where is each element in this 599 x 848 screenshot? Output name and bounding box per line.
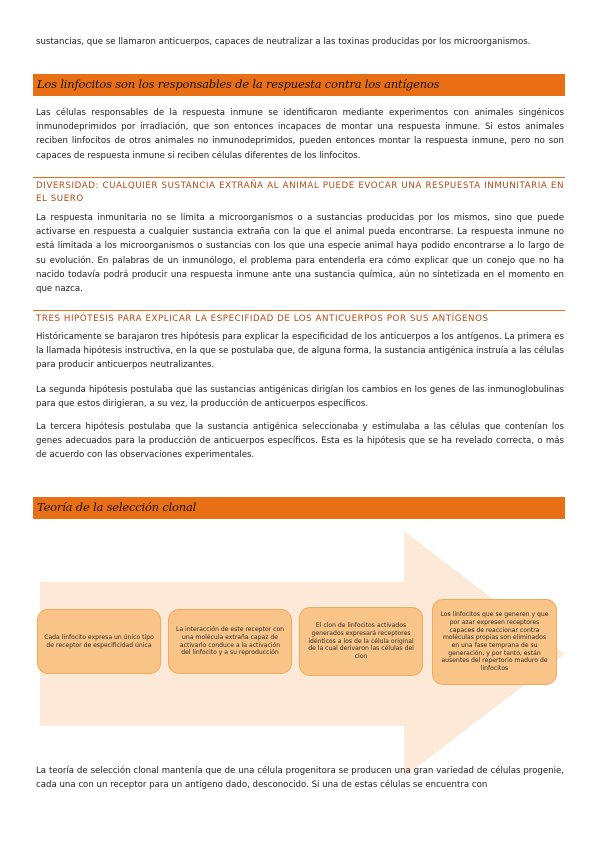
paragraph-hypotheses-3: La tercera hipótesis postulaba que la sustancia antigénica seleccionaba y estimulaba a las células que contenían los genes adecuados para la producción de anticuerpos específicos. Esta es la hipótesis que se ha revelado correcta, o más de acuerdo con las observaciones experimentales. xyxy=(36,422,564,461)
paragraph-lymphocytes: Las células responsables de la respuesta inmune se identificaron mediante experimentos con animales singénicos inmunodeprimidos por irradiación, que son entonces incapaces de montar una respuesta inmune. Si estos animales reciben linfocitos de otros animales no inmunodeprimidos, pueden entonces montar la respuesta inmune, pero no son capaces de respuesta inmune si reciben células diferentes de los linfocitos. xyxy=(36,108,564,161)
diagram-step-text: El clon de linfocitos activados generados expresará receptores idénticos a los de la célula original de la cual derivaron las células del clon xyxy=(308,622,414,661)
diagram-step-text: Cada linfocito expresa un único tipo de receptor de especificidad única xyxy=(44,633,154,649)
paragraph-hypotheses-1: Históricamente se barajaron tres hipótesis para explicar la especificidad de los anticuerpos a los antígenos. La primera es la llamada hipótesis instructiva, en la que se postulaba que, de alguna forma, la sustancia antigénica instruía a las células para producir anticuerpos neutralizantes. xyxy=(36,332,564,371)
paragraph-clonal-theory: La teoría de selección clonal mantenía que de una célula progenitora se producen una gran variedad de células progenie, cada una con un receptor para un antígeno dado, desconocido. Si una de estas células se encuentra con xyxy=(36,766,564,791)
section-title: Teoría de la selección clonal xyxy=(37,500,197,514)
heading-diversity: DIVERSIDAD: CUALQUIER SUSTANCIA EXTRAÑA AL ANIMAL PUEDE EVOCAR UNA RESPUESTA INMUNITARIA EN EL SUERO xyxy=(36,181,564,204)
diagram-step-text: Los linfocitos que se generen y que por azar expresen receptores capaces de reaccionar contra moléculas propias son eliminados en una fase temprana de su generación, y por tanto, están ausentes del repertorio maduro de linfocitos xyxy=(440,611,549,673)
diagram-step-box xyxy=(299,607,423,676)
diagram-step-text: La interacción de este receptor con una molécula extraña capaz de activarlo conduce a la activación del linfocito y a su reproducción xyxy=(175,626,285,657)
paragraph-hypotheses-2: La segunda hipótesis postulaba que las sustancias antigénicas dirigían los cambios en los genes de las inmunoglobulinas para que estos dirigieran, a su vez, la producción de anticuerpos específicos. xyxy=(36,385,564,410)
diagram-step-box xyxy=(432,599,557,685)
section-title: Los linfocitos son los responsables de la respuesta contra los antígenos xyxy=(37,77,440,91)
diagram-step-box xyxy=(168,609,292,674)
intro-continuation: sustancias, que se llamaron anticuerpos, capaces de neutralizar a las toxinas producidas por los microorganismos. xyxy=(36,37,531,47)
diagram-step-box xyxy=(37,609,161,674)
paragraph-diversity: La respuesta inmunitaria no se limita a microorganismos o a sustancias producidas por los mismos, sino que puede activarse en respuesta a cualquier sustancia extraña con la que el animal pueda encontrarse. La respuesta inmune no está limitada a los microorganismos o sustancias con los que una especie animal haya podido encontrarse a lo largo de su evolución. En palabras de un inmunólogo, el problema para entenderla era cómo explicar que un conejo que no ha nacido todavía podrá producir una respuesta inmune ante una sustancia química, aún no sintetizada en el momento en que nazca. xyxy=(36,213,564,295)
heading-hypotheses: TRES HIPÓTESIS PARA EXPLICAR LA ESPECIFIDAD DE LOS ANTICUERPOS POR SUS ANTÍGENOS xyxy=(36,314,489,324)
